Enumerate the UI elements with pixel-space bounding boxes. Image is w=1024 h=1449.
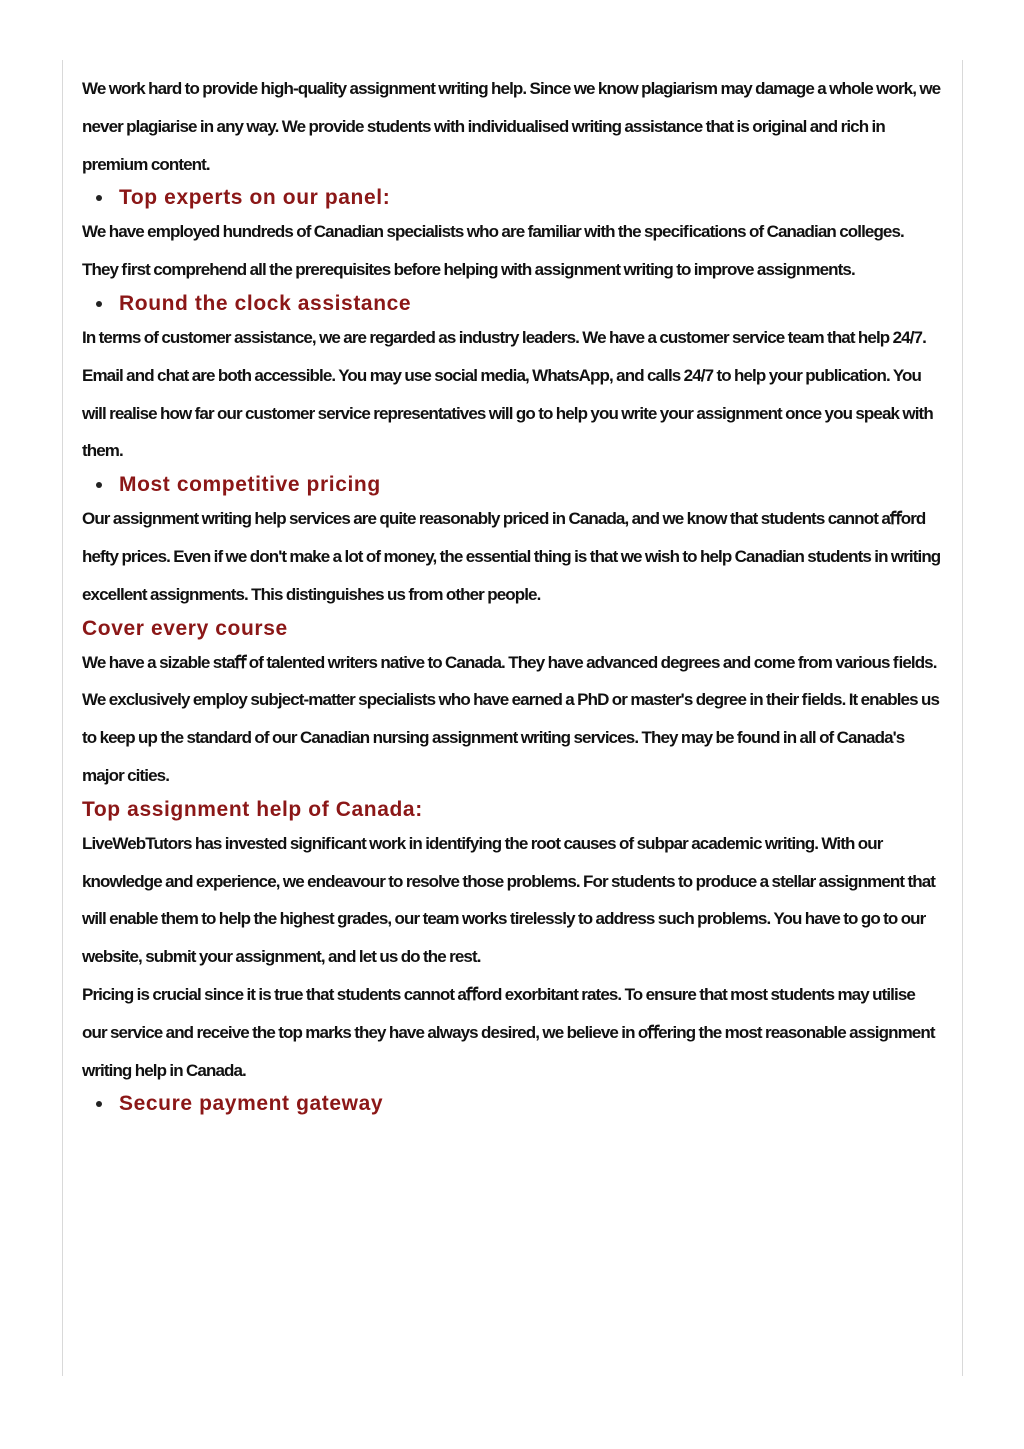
competitive-pricing-paragraph: Our assignment writing help services are quite reasonably priced in Canada, and we know that students cannot aﬀord hefty prices. Even if we don't make a lot of money, the essential thing is that we wish to help Canadian students in writing excellent assignments. This distinguishes us from other people. [82,509,941,604]
heading-text: Secure payment gateway [119,1092,384,1116]
section-heading-secure-payment [82,1089,942,1119]
section-heading-competitive-pricing [82,470,942,500]
heading-text: Most competitive pricing [119,473,381,497]
top-experts-paragraph: We have employed hundreds of Canadian specialists who are familiar with the speciﬁcations of Canadian colleges. They ﬁrst comprehend all the prerequisites before helping with assignment writing to improve assignments. [82,222,904,280]
heading-text: Round the clock assistance [119,291,412,315]
bullet-icon [96,482,102,488]
bullet-icon [96,1101,102,1107]
document-body [82,70,942,1119]
top-assignment-help-paragraph-1: LiveWebTutors has invested signiﬁcant work in identifying the root causes of subpar academic writing. With our knowledge and experience, we endeavour to resolve those problems. For students to produce a stellar assignment that will enable them to help the highest grades, our team works tirelessly to address such problems. You have to go to our website, submit your assignment, and let us do the rest. [82,833,936,967]
top-assignment-help-paragraph-2: Pricing is crucial since it is true that students cannot aﬀord exorbitant rates. To ensure that most students may utilise our service and receive the top marks they have always desired, we believe in oﬀering the most reasonable assignment writing help in Canada. [82,984,935,1080]
page-border-left [62,60,63,1376]
section-heading-top-assignment-help: Top assignment help of Canada: [82,797,423,821]
bullet-icon [96,195,102,201]
section-heading-cover-every-course: Cover every course [82,616,288,640]
round-the-clock-paragraph: In terms of customer assistance, we are regarded as industry leaders. We have a customer service team that help 24/7. Email and chat are both accessible. You may use social media, WhatsApp, and calls 24/7 to help your publication. You will realise how far our customer service representatives will go to help you write your assignment once you speak with them. [82,327,933,461]
page-border-right [962,60,963,1376]
cover-every-course-paragraph: We have a sizable staﬀ of talented writers native to Canada. They have advanced degrees and come from various ﬁelds. We exclusively employ subject-matter specialists who have earned a PhD or master's degree in their ﬁelds. It enables us to keep up the standard of our Canadian nursing assignment writing services. They may be found in all of Canada's major cities. [82,652,939,785]
section-heading-round-the-clock [82,289,942,319]
intro-paragraph: We work hard to provide high-quality assignment writing help. Since we know plagiarism may damage a whole work, we never plagiarise in any way. We provide students with individualised writing assistance that is original and rich in premium content. [82,79,941,174]
bullet-icon [96,301,102,307]
heading-text: Top experts on our panel: [119,186,391,210]
section-heading-top-experts [82,183,942,213]
